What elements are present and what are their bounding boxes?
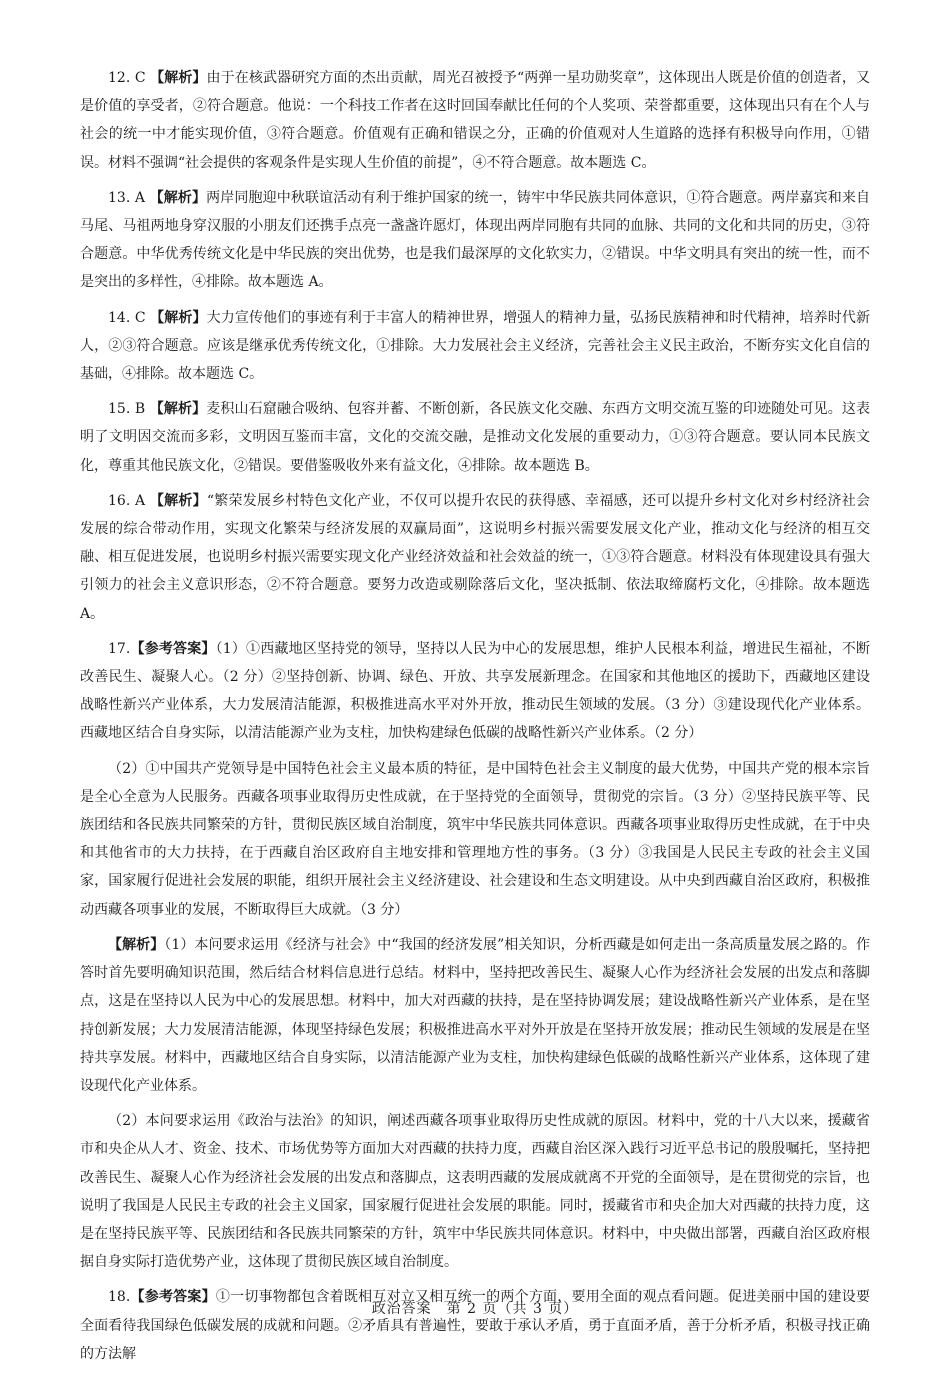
analysis-tag: 【解析】 [150,70,207,86]
answer-number: 14. C [108,309,146,326]
analysis-tag: 【解析】 [150,309,207,326]
answer-number: 17. [108,640,131,657]
answer-text: 大力宣传他们的事迹有利于丰富人的精神世界，增强人的精神力量，弘扬民族精神和时代精神，培养时代新人，②③符合题意。应该是继承优秀传统文化，①排除。大力发展社会主义经济，完善社会主义民主政治，不断夯实文化自信的基础，④排除。故本题选 C。 [80,309,871,383]
analysis-tag: 【解析】 [149,492,207,509]
answer-16 [80,487,870,628]
answer-text: 麦积山石窟融合吸纳、包容并蓄、不断创新，各民族文化交融、东西方文明交流互鉴的印迹随处可见。这表明了文明因交流而多彩，文明因互鉴而丰富，文化的交流交融，是推动文化发展的重要动力，①③符合题意。要认同本民族文化，尊重其他民族文化，②错误。要借鉴吸收外来有益文化，④排除。故本题选 B。 [80,401,871,474]
answer-text: 由于在核武器研究方面的杰出贡献，周光召被授予“两弹一星功勋奖章”，这体现出人既是价值的创造者，又是价值的享受者，②符合题意。他说：一个科技工作者在这时回国奉献比任何的个人奖项、荣誉都重要，这体现出只有在个人与社会的统一中才能实现价值，③符合题意。价值观有正确和错误之分，正确的价值观对人生道路的选择有积极导向作用，①错误。材料不强调“社会提供的客观条件是实现人生价值的前提”，④不符合题意。故本题选 C。 [80,70,870,171]
answer-text: （1）本问要求运用《经济与社会》中“我国的经济发展”相关知识，分析西藏是如何走出一条高质量发展之路的。作答时首先要明确知识范围，然后结合材料信息进行总结。材料中，坚持把改善民生、凝聚人心作为经济社会发展的出发点和落脚点，这是在坚持以人民为中心的发展思想。材料中，加大对西藏的扶持，是在坚持协调发展；建设战略性新兴产业体系，是在坚持创新发展；大力发展清洁能源，体现坚持绿色发展；积极推进高水平对外开放是在坚持开放发展；推动民生领域的发展是在坚持共享发展。材料中，西藏地区结合自身实际，以清洁能源产业为支柱，加快构建绿色低碳的战略性新兴产业体系，这体现了建设现代化产业体系。 [80,936,871,1094]
answer-number: 13. A [108,189,145,206]
answer-text: （2）本问要求运用《政治与法治》的知识，阐述西藏各项事业取得历史性成就的原因。材料中，党的十八大以来，援藏省市和央企从人才、资金、技术、市场优势等方面加大对西藏的扶持力度，西藏自治区深入践行习近平总书记的殷殷嘱托，坚持把改善民生、凝聚人心作为经济社会发展的出发点和落脚点，这表明西藏的发展成就离不开党的全面领导，是在贯彻党的宗旨，也说明了我国是人民民主专政的社会主义国家，国家履行促进社会发展的职能。同时，援藏省市和央企加大对西藏的扶持力度，这是在坚持民族平等、民族团结和各民族共同繁荣的方针，筑牢中华民族共同体意识。材料中，中央做出部署，西藏自治区政府根据自身实际打造优势产业，这体现了贯彻民族区域自治制度。 [80,1113,870,1271]
answer-17-analysis [80,931,870,1100]
answer-number: 16. A [108,492,146,509]
analysis-tag: 【解析】 [149,401,207,418]
answer-document [80,64,870,1375]
answer-17-reference [80,635,870,748]
answer-15 [80,395,870,480]
answer-text: （1）①西藏地区坚持党的领导，坚持以人民为中心的发展思想，维护人民根本利益，增进民生福祉，不断改善民生、凝聚人心。（2 分）②坚持创新、协调、绿色、开放、共享发展新理念。在国家和其他地区的援助下，西藏地区建设战略性新兴产业体系，大力发展清洁能源，积极推进高水平对外开放，推动民生领域的发展。（3 分）③建设现代化产业体系。西藏地区结合自身实际，以清洁能源产业为支柱，加快构建绿色低碳的战略性新兴产业体系。（2 分） [80,640,871,742]
reference-answer-tag: 【参考答案】 [130,640,216,657]
answer-text: 两岸同胞迎中秋联谊活动有利于维护国家的统一，铸牢中华民族共同体意识，①符合题意。两岸嘉宾和来自马尾、马祖两地身穿汉服的小朋友们还携手点亮一盏盏许愿灯，体现出两岸同胞有共同的血脉、共同的文化和共同的历史，③符合题意。中华优秀传统文化是中华民族的突出优势，也是我们最深厚的文化软实力，②错误。中华文明具有突出的统一性，而不是突出的多样性，④排除。故本题选 A。 [80,189,871,291]
answer-17-analysis-part2 [80,1107,870,1276]
answer-17-reference-part2 [80,755,870,924]
analysis-tag: 【解析】 [108,936,165,953]
answer-text: “繁荣发展乡村特色文化产业，不仅可以提升农民的获得感、幸福感，还可以提升乡村文化对乡村经济社会发展的综合带动作用，实现文化繁荣与经济发展的双赢局面”，这说明乡村振兴需要发展文化产业，推动文化与经济的相互交融、相互促进发展，也说明乡村振兴需要实现文化产业经济效益和社会效益的统一，①③符合题意。材料没有体现建设具有强大引领力的社会主义意识形态，②不符合题意。要努力改造或剔除落后文化，坚决抵制、依法取缔腐朽文化，④排除。故本题选 A。 [80,492,871,622]
reference-answer-tag: 【参考答案】 [130,1289,216,1306]
page-footer: 政治答案 第 2 页（共 3 页） [371,1301,579,1317]
answer-12 [80,64,870,177]
answer-number: 12. C [108,70,146,86]
answer-text: （2）①中国共产党领导是中国特色社会主义最本质的特征，是中国特色社会主义制度的最大优势，中国共产党的根本宗旨是全心全意为人民服务。西藏各项事业取得历史性成就，在于坚持党的全面领导，贯彻党的宗旨。（3 分）②坚持民族平等、民族团结和各民族共同繁荣的方针，贯彻民族区域自治制度，筑牢中华民族共同体意识。西藏各项事业取得历史性成就，在于中央和其他省市的大力扶持，在于西藏自治区政府自主地安排和管理地方性的事务。（3 分）③我国是人民民主专政的社会主义国家，国家履行促进社会发展的职能，组织开展社会主义经济建设、社会建设和生态文明建设。从中央到西藏自治区政府，积极推动西藏各项事业的发展，不断取得巨大成就。（3 分） [80,760,870,918]
answer-14 [80,304,870,389]
answer-13 [80,184,870,297]
analysis-tag: 【解析】 [149,189,207,206]
answer-18-reference [80,1283,870,1368]
answer-text: ①一切事物都包含着既相互对立又相互统一的两个方面，要用全面的观点看问题。促进美丽中国的建设要全面看待我国绿色低碳发展的成就和问题。②矛盾具有普遍性，要敢于承认矛盾，勇于直面矛盾，善于分析矛盾，积极寻找正确的方法解 [80,1289,871,1362]
answer-number: 18. [108,1289,131,1306]
answer-number: 15. B [108,401,146,418]
